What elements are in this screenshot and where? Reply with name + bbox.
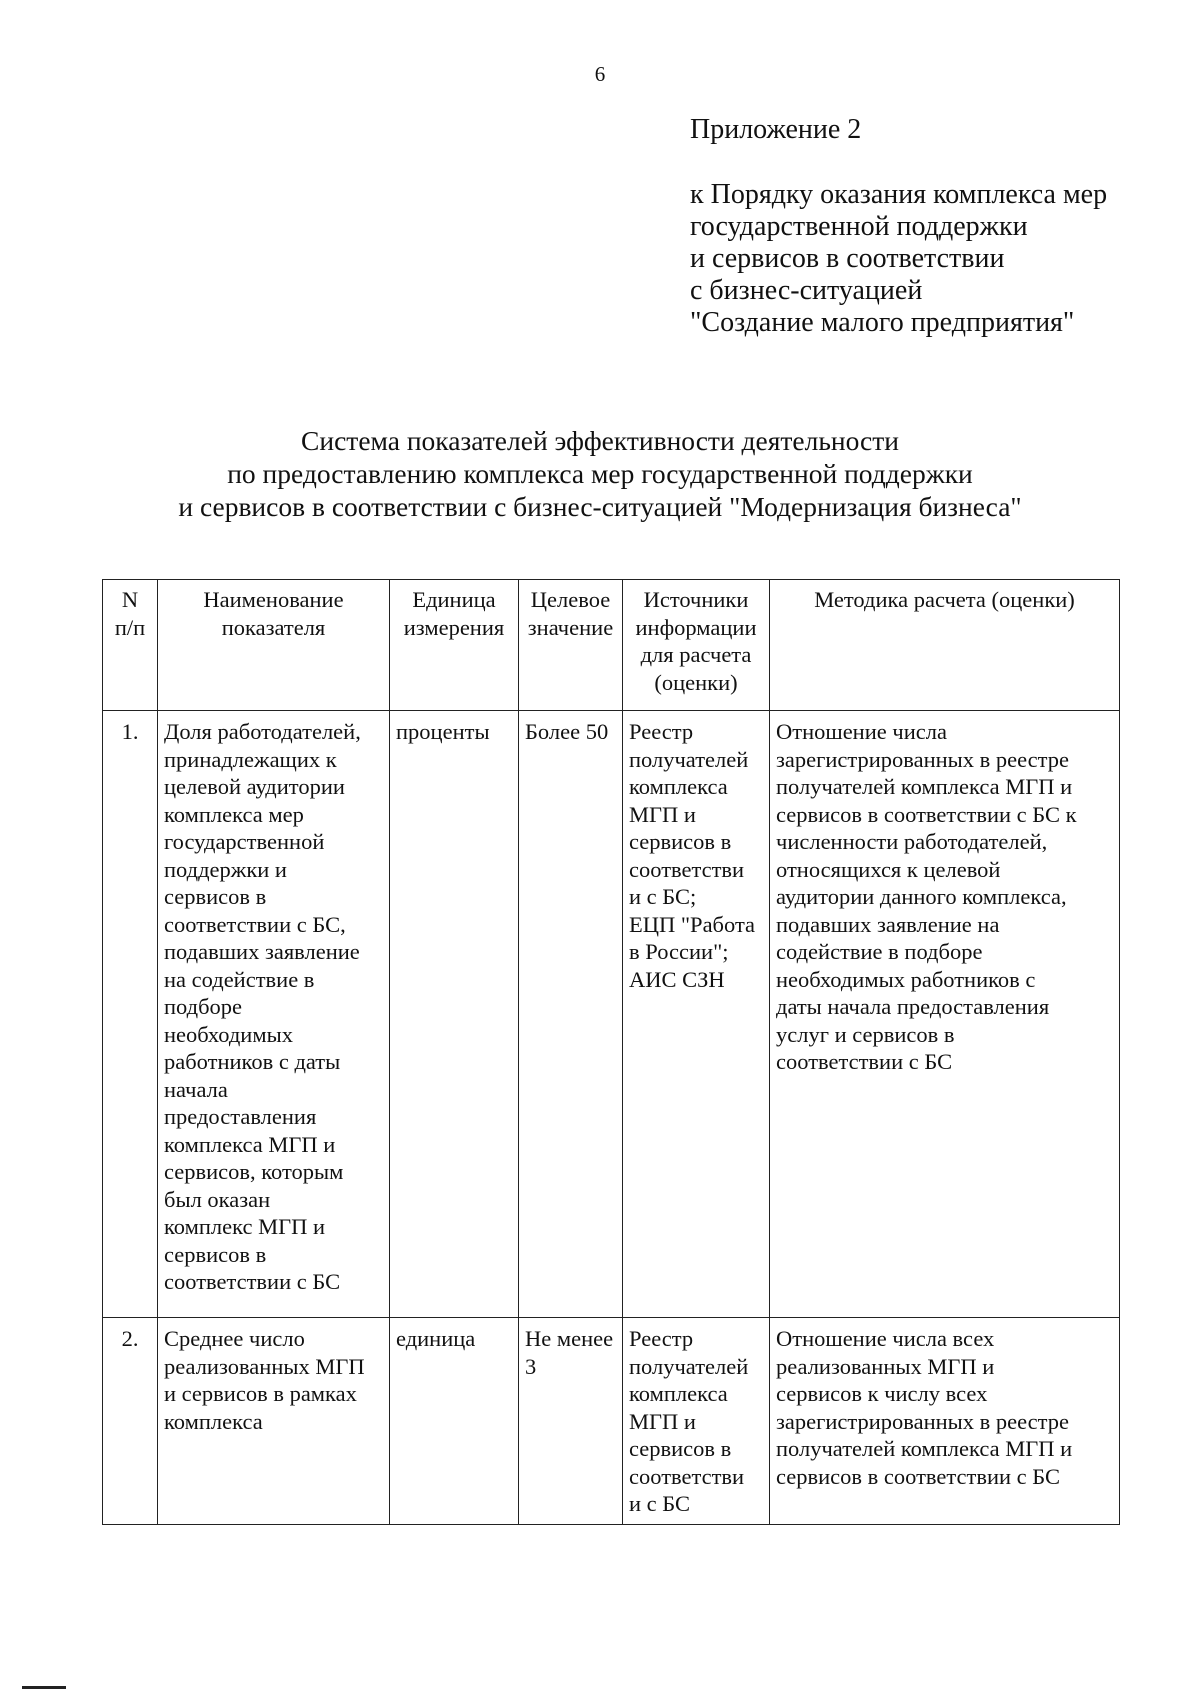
title-line: и сервисов в соответствии с бизнес-ситуацией "Модернизация бизнеса"	[178, 491, 1022, 522]
information-sources: Реестр получателей комплекса МГП и сервисов в соответстви и с БС	[623, 1318, 770, 1525]
header-method: Методика расчета (оценки)	[770, 580, 1120, 711]
target-value: Не менее 3	[519, 1318, 623, 1525]
table-row	[103, 711, 1120, 1318]
indicator-name: Среднее число реализованных МГП и сервисов в рамках комплекса	[158, 1318, 390, 1525]
margin-rule	[22, 1686, 66, 1689]
header-name: Наименование показателя	[158, 580, 390, 711]
calculation-method: Отношение числа зарегистрированных в реестре получателей комплекса МГП и сервисов в соответствии с БС к численности работодателей, относящихся к целевой аудитории данного комплекса, подавших заявление на содействие в подборе необходимых работников с даты начала предоставления услуг и сервисов в соответствии с БС	[770, 711, 1120, 1318]
calculation-method: Отношение числа всех реализованных МГП и сервисов к числу всех зарегистрированных в реестре получателей комплекса МГП и сервисов в соответствии с БС	[770, 1318, 1120, 1525]
table-header-row	[103, 580, 1120, 711]
appendix-line: и сервисов в соответствии	[690, 243, 1005, 274]
document-title	[0, 424, 1200, 523]
appendix-line: к Порядку оказания комплекса мер	[690, 179, 1108, 210]
unit-of-measure: проценты	[390, 711, 519, 1318]
appendix-line: с бизнес-ситуацией	[690, 275, 923, 306]
header-number: N п/п	[103, 580, 158, 711]
appendix-line: "Создание малого предприятия"	[690, 307, 1075, 338]
indicators-table	[102, 579, 1120, 1525]
indicator-name: Доля работодателей, принадлежащих к целевой аудитории комплекса мер государственной поддержки и сервисов в соответствии с БС, подавших заявление на содействие в подборе необходимых работников с даты начала предоставления комплекса МГП и сервисов, которым был оказан комплекс МГП и сервисов в соответствии с БС	[158, 711, 390, 1318]
information-sources: Реестр получателей комплекса МГП и сервисов в соответстви и с БС; ЕЦП "Работа в России"; АИС СЗН	[623, 711, 770, 1318]
header-sources: Источники информации для расчета (оценки)	[623, 580, 770, 711]
appendix-title: Приложение 2	[690, 114, 862, 145]
row-number: 1.	[103, 711, 158, 1318]
page-number: 6	[594, 62, 606, 86]
appendix-line: государственной поддержки	[690, 211, 1028, 242]
header-unit: Единица измерения	[390, 580, 519, 711]
title-line: по предоставлению комплекса мер государственной поддержки	[227, 458, 973, 489]
header-target: Целевое значение	[519, 580, 623, 711]
unit-of-measure: единица	[390, 1318, 519, 1525]
target-value: Более 50	[519, 711, 623, 1318]
appendix-block	[690, 114, 1107, 339]
row-number: 2.	[103, 1318, 158, 1525]
title-line: Система показателей эффективности деятельности	[301, 425, 899, 456]
table-row	[103, 1318, 1120, 1525]
